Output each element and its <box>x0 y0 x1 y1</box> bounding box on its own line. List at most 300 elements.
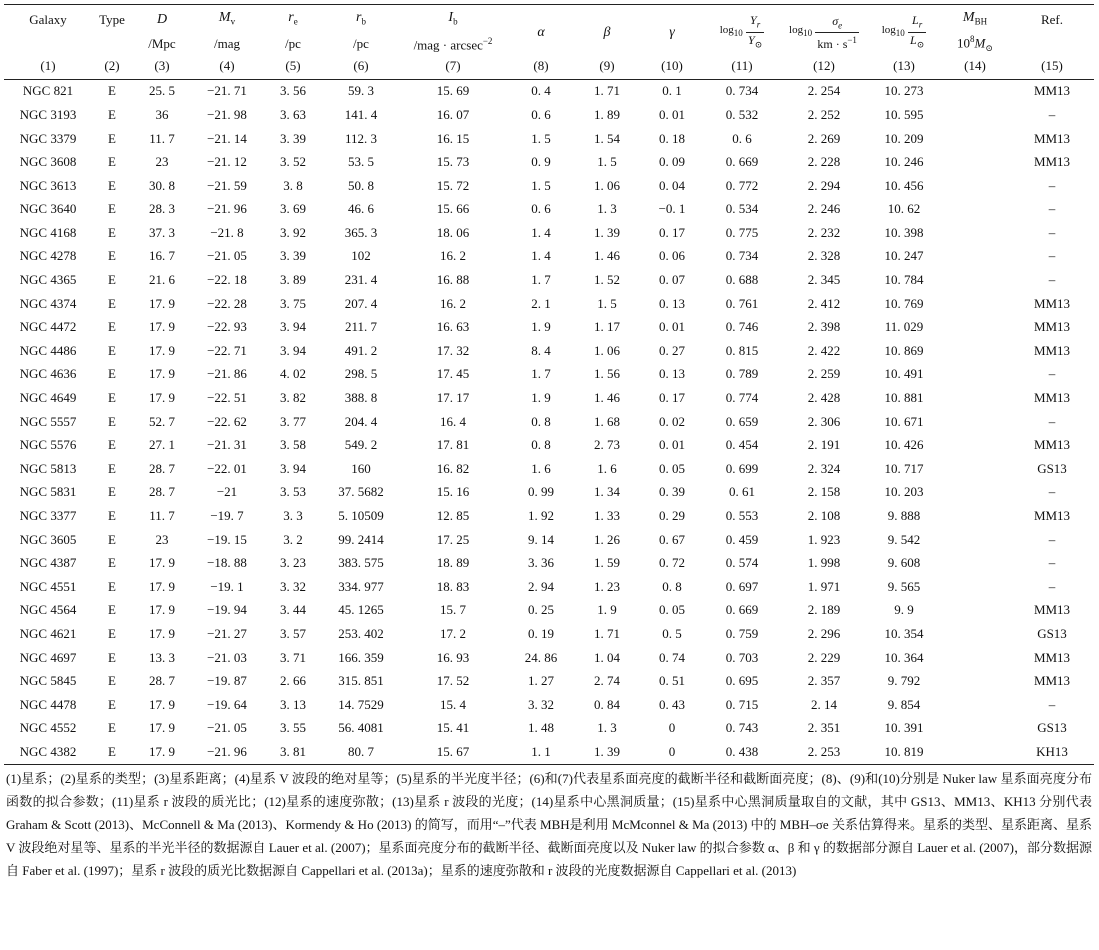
table-cell: 3. 92 <box>280 224 306 240</box>
table-cell: 211. 7 <box>344 319 378 335</box>
table-row <box>4 386 1094 410</box>
table-cell: 17. 9 <box>149 625 175 641</box>
table-cell: 80. 7 <box>324 740 398 764</box>
table-cell: E <box>108 555 116 571</box>
table-cell: −21. 59 <box>207 177 247 193</box>
header-distance: D <box>132 5 192 31</box>
table-row <box>4 717 1094 741</box>
table-cell: NGC 4564 <box>19 602 77 618</box>
table-cell: 0. 6 <box>531 201 551 217</box>
column-number: (15) <box>1010 57 1094 80</box>
table-cell: 0. 715 <box>725 696 759 712</box>
table-cell: NGC 3379 <box>19 130 77 146</box>
table-cell <box>940 575 1010 599</box>
table-cell: E <box>108 578 116 594</box>
table-cell: – <box>1048 201 1056 217</box>
table-cell: NGC 5557 <box>19 413 77 429</box>
table-cell: 1. 48 <box>528 720 554 736</box>
table-cell: 3. 77 <box>280 413 306 429</box>
table-cell: 0. 454 <box>725 437 759 453</box>
table-cell: 2. 345 <box>807 272 841 288</box>
table-cell: E <box>108 106 116 122</box>
table-cell: 0. 774 <box>725 390 759 406</box>
table-cell: 11. 7 <box>149 130 175 146</box>
table-cell: 10. 398 <box>884 224 924 240</box>
table-cell: E <box>108 484 116 500</box>
table-cell <box>940 740 1010 764</box>
table-cell <box>940 174 1010 198</box>
table-cell: 18. 06 <box>436 224 470 240</box>
table-cell: 1. 5 <box>531 177 551 193</box>
table-cell: 1. 06 <box>594 342 620 358</box>
table-row <box>4 174 1094 198</box>
table-cell: 9. 14 <box>528 531 554 547</box>
table-cell: 10. 62 <box>887 201 921 217</box>
table-cell: 0. 43 <box>659 696 685 712</box>
table-cell <box>940 363 1010 387</box>
table-cell: 0. 6 <box>732 130 752 146</box>
table-cell: 2. 94 <box>528 578 554 594</box>
column-number: (2) <box>92 57 132 80</box>
table-cell: −19. 15 <box>207 531 247 547</box>
table-cell: NGC 3377 <box>19 508 77 523</box>
table-cell: NGC 4472 <box>19 319 77 335</box>
table-cell: 0. 438 <box>704 740 780 764</box>
table-cell: −21. 96 <box>207 201 247 217</box>
table-cell: 0. 25 <box>528 602 554 618</box>
table-cell: 0. 574 <box>725 555 759 571</box>
table-cell <box>940 599 1010 623</box>
table-cell: E <box>108 696 116 712</box>
table-cell <box>940 103 1010 127</box>
table-cell: 1. 92 <box>528 508 554 523</box>
table-cell: −21. 14 <box>207 130 247 146</box>
table-cell: 50. 8 <box>348 177 374 193</box>
table-cell: E <box>108 413 116 429</box>
table-cell: 3. 82 <box>280 390 306 406</box>
table-cell: 1. 4 <box>531 224 551 240</box>
table-row <box>4 127 1094 151</box>
table-cell: – <box>1048 696 1056 712</box>
table-cell: 17. 9 <box>149 366 175 382</box>
table-cell: 298. 5 <box>344 366 378 382</box>
table-cell: 23 <box>155 154 169 170</box>
table-cell: 3. 32 <box>528 696 554 712</box>
table-cell: 1. 3 <box>597 201 617 217</box>
table-cell: 36 <box>155 106 169 122</box>
table-cell: 17. 32 <box>436 342 470 358</box>
table-cell: 9. 9 <box>894 602 914 618</box>
table-cell: 15. 16 <box>436 484 470 500</box>
table-cell: NGC 4382 <box>4 740 92 764</box>
header-velocity-dispersion: $\log_{10}$ $\frac{\sigma_e}{km \cdot s^{-1}}$ <box>780 5 868 57</box>
table-cell: E <box>108 720 116 736</box>
table-cell: 3. 94 <box>280 342 306 358</box>
table-cell: 1. 71 <box>594 625 620 641</box>
table-cell: 3. 44 <box>280 602 306 618</box>
header-bh-mass: $M_{BH}$ <box>940 5 1010 31</box>
table-cell: E <box>108 531 116 547</box>
table-cell: E <box>108 437 116 453</box>
table-cell: 0. 01 <box>659 106 685 122</box>
table-cell: 2. 191 <box>807 437 841 453</box>
table-cell: 1. 23 <box>594 578 620 594</box>
table-cell: 0. 534 <box>725 201 759 217</box>
table-cell: NGC 3605 <box>19 531 77 547</box>
table-cell: 0. 39 <box>659 484 685 500</box>
table-cell: 3. 23 <box>280 555 306 571</box>
table-cell: 9. 565 <box>887 578 921 594</box>
table-cell: 207. 4 <box>344 295 378 311</box>
column-number: (5) <box>262 57 324 80</box>
column-number: (8) <box>508 57 574 80</box>
table-cell: −22. 93 <box>207 319 247 335</box>
table-cell: 0. 01 <box>659 437 685 453</box>
table-cell: E <box>108 508 116 523</box>
table-cell: 16. 82 <box>436 460 470 476</box>
table-cell: – <box>1048 366 1056 382</box>
table-cell: 0. 553 <box>725 508 759 523</box>
table-cell: 3. 57 <box>280 625 306 641</box>
table-cell: 30. 8 <box>149 177 175 193</box>
header-mass-to-light: $\log_{10}$ $\frac{Y_r}{Y_⊙}$ <box>704 5 780 57</box>
table-cell: 17. 81 <box>436 437 470 453</box>
table-cell: 0. 13 <box>659 295 685 311</box>
table-cell: 0. 695 <box>725 673 759 689</box>
table-cell: E <box>108 224 116 240</box>
table-cell: 59. 3 <box>348 83 374 99</box>
table-row <box>4 150 1094 174</box>
table-cell <box>940 79 1010 103</box>
table-cell: NGC 4621 <box>19 625 77 641</box>
table-cell: 9. 854 <box>887 696 921 712</box>
table-cell: MM13 <box>1033 342 1071 358</box>
table-cell: NGC 4697 <box>19 649 77 665</box>
table-cell: 0. 8 <box>531 437 551 453</box>
table-cell: 0. 09 <box>659 154 685 170</box>
table-cell: 10. 456 <box>884 177 924 193</box>
table-row <box>4 669 1094 693</box>
header-gamma: γ <box>640 5 704 57</box>
table-cell: 10. 273 <box>884 83 924 99</box>
table-cell: −22. 28 <box>207 295 247 311</box>
table-cell: NGC 4551 <box>19 578 77 594</box>
table-cell: 10. 426 <box>884 437 924 453</box>
column-number: (4) <box>192 57 262 80</box>
table-cell: 0. 29 <box>659 508 685 523</box>
table-cell: 12. 85 <box>436 508 470 523</box>
table-cell: 383. 575 <box>338 555 384 571</box>
table-cell: 2. 66 <box>280 673 306 689</box>
table-cell: – <box>1048 177 1056 193</box>
table-cell: 2. 14 <box>811 696 837 712</box>
table-cell: 11. 029 <box>884 319 924 335</box>
table-cell: 0. 697 <box>725 578 759 594</box>
table-row <box>4 433 1094 457</box>
table-row <box>4 103 1094 127</box>
table-cell: 0. 815 <box>725 342 759 358</box>
table-cell: 0. 13 <box>659 366 685 382</box>
table-cell: E <box>108 319 116 335</box>
table-cell: 52. 7 <box>149 413 175 429</box>
table-cell: 0. 703 <box>725 649 759 665</box>
table-cell: 3. 52 <box>280 154 306 170</box>
table-cell: 16. 88 <box>436 272 470 288</box>
table-cell: 2. 246 <box>807 201 841 217</box>
column-number: (6) <box>324 57 398 80</box>
table-cell: 16. 93 <box>436 649 470 665</box>
header-galaxy: Galaxy <box>4 5 92 31</box>
table-cell: 37. 3 <box>149 224 175 240</box>
table-cell: 0. 02 <box>659 413 685 429</box>
table-cell: 16. 63 <box>436 319 470 335</box>
table-cell: NGC 821 <box>22 83 74 99</box>
table-cell: MM13 <box>1033 602 1071 618</box>
table-cell: 2. 328 <box>807 248 841 264</box>
table-cell: – <box>1048 106 1056 122</box>
table-cell: 334. 977 <box>338 578 384 594</box>
column-number: (12) <box>780 57 868 80</box>
table-cell: 2. 357 <box>807 673 841 689</box>
table-cell: 0. 8 <box>531 413 551 429</box>
table-cell: 2. 253 <box>780 740 868 764</box>
table-cell: −19. 87 <box>207 673 247 689</box>
table-row <box>4 740 1094 764</box>
table-cell: 1. 9 <box>531 390 551 406</box>
table-cell: 3. 89 <box>280 272 306 288</box>
table-cell: −22. 71 <box>207 342 247 358</box>
table-cell: E <box>108 201 116 217</box>
table-row <box>4 245 1094 269</box>
table-cell <box>940 457 1010 481</box>
table-cell: NGC 3608 <box>19 154 77 170</box>
table-body <box>4 79 1094 764</box>
column-number: (3) <box>132 57 192 80</box>
table-cell: 0. 1 <box>662 83 682 99</box>
table-cell: 1. 4 <box>531 248 551 264</box>
table-cell: 14. 7529 <box>338 696 384 712</box>
table-cell: 2. 269 <box>807 130 841 146</box>
table-cell: −19. 7 <box>210 508 244 523</box>
table-cell: 3. 58 <box>280 437 306 453</box>
table-cell: 2. 428 <box>807 390 841 406</box>
header-half-light-radius: $r_e$ <box>262 5 324 31</box>
table-cell: 15. 7 <box>440 602 466 618</box>
table-cell: 1. 5 <box>597 154 617 170</box>
table-cell: 315. 851 <box>338 673 384 689</box>
table-cell: 2. 422 <box>807 342 841 358</box>
table-cell: 1. 89 <box>594 106 620 122</box>
table-cell: 1. 5 <box>597 295 617 311</box>
table-cell <box>940 127 1010 151</box>
table-cell: 2. 232 <box>807 224 841 240</box>
table-cell: E <box>92 740 132 764</box>
table-cell: E <box>108 272 116 288</box>
table-cell: −21. 8 <box>210 224 244 240</box>
table-cell <box>940 268 1010 292</box>
table-cell: 10. 391 <box>884 720 924 736</box>
unit-bh-mass: $10^8M_⊙$ <box>957 33 993 53</box>
table-cell: 17. 9 <box>149 319 175 335</box>
table-cell: 2. 254 <box>807 83 841 99</box>
table-cell: 16. 07 <box>436 106 470 122</box>
table-cell: 21. 6 <box>149 272 175 288</box>
table-cell: 0. 05 <box>659 460 685 476</box>
table-cell: 1. 9 <box>597 602 617 618</box>
table-cell: 5. 10509 <box>338 508 384 523</box>
table-row <box>4 410 1094 434</box>
table-cell: 3. 56 <box>280 83 306 99</box>
table-cell: −21. 27 <box>207 625 247 641</box>
table-cell: 10. 203 <box>884 484 924 500</box>
table-cell: NGC 5813 <box>19 460 77 476</box>
table-cell: NGC 4478 <box>19 696 77 712</box>
table-cell <box>940 221 1010 245</box>
table-cell: 10. 784 <box>884 272 924 288</box>
table-row <box>4 622 1094 646</box>
table-cell: −18. 88 <box>207 555 247 571</box>
table-cell: 204. 4 <box>344 413 378 429</box>
table-cell: 0. 04 <box>659 177 685 193</box>
table-cell: 15. 4 <box>440 696 466 712</box>
table-cell: 13. 3 <box>149 649 175 665</box>
table-cell: 15. 72 <box>436 177 470 193</box>
table-cell: 0. 18 <box>659 130 685 146</box>
table-cell: NGC 4168 <box>19 224 77 240</box>
table-cell: 9. 888 <box>887 508 921 523</box>
table-cell: 3. 36 <box>528 555 554 571</box>
table-cell: 0. 27 <box>659 342 685 358</box>
table-cell: 3. 94 <box>280 460 306 476</box>
table-cell: 3. 69 <box>280 201 306 217</box>
table-cell: 10. 246 <box>884 154 924 170</box>
table-cell: 0. 532 <box>725 106 759 122</box>
table-row <box>4 292 1094 316</box>
table-cell: 10. 209 <box>884 130 924 146</box>
table-cell: 3. 39 <box>280 248 306 264</box>
table-cell: NGC 4552 <box>19 720 77 736</box>
table-cell: 2. 412 <box>807 295 841 311</box>
table-cell: GS13 <box>1037 625 1067 641</box>
table-cell: 1. 17 <box>594 319 620 335</box>
table-cell: 16. 2 <box>440 295 466 311</box>
table-cell: 1. 1 <box>508 740 574 764</box>
table-cell: 1. 52 <box>594 272 620 288</box>
table-cell: 0. 07 <box>659 272 685 288</box>
table-cell: GS13 <box>1037 720 1067 736</box>
table-cell: 17. 9 <box>149 390 175 406</box>
header-ref: Ref. <box>1010 5 1094 31</box>
table-cell: NGC 4649 <box>19 390 77 406</box>
table-cell: 37. 5682 <box>338 484 384 500</box>
table-cell: NGC 4486 <box>19 342 77 358</box>
table-cell: 8. 4 <box>531 342 551 358</box>
table-cell: 11. 7 <box>149 508 175 523</box>
table-cell: 3. 2 <box>283 531 303 547</box>
table-cell: 0. 789 <box>725 366 759 382</box>
table-cell: 3. 8 <box>283 177 303 193</box>
table-cell: 28. 7 <box>149 460 175 476</box>
table-cell: NGC 3193 <box>19 106 77 122</box>
table-cell: −21. 86 <box>207 366 247 382</box>
table-cell: 1. 68 <box>594 413 620 429</box>
column-number: (10) <box>640 57 704 80</box>
table-cell: 28. 3 <box>149 201 175 217</box>
table-cell: 0. 746 <box>725 319 759 335</box>
table-cell: 549. 2 <box>344 437 378 453</box>
table-row <box>4 221 1094 245</box>
table-cell: E <box>108 602 116 618</box>
table-cell: 17. 17 <box>436 390 470 406</box>
table-cell: 3. 53 <box>280 484 306 500</box>
table-cell: −0. 1 <box>658 201 686 217</box>
table-cell: NGC 3640 <box>19 201 77 217</box>
table-cell <box>940 197 1010 221</box>
header-abs-mag: $M_v$ <box>192 5 262 31</box>
table-cell: 0. 06 <box>659 248 685 264</box>
table-cell: 0. 669 <box>725 602 759 618</box>
table-cell: 2. 228 <box>807 154 841 170</box>
table-cell: – <box>1048 531 1056 547</box>
table-cell: −21. 05 <box>207 720 247 736</box>
table-cell: 365. 3 <box>344 224 378 240</box>
table-cell: 0. 72 <box>659 555 685 571</box>
table-cell: E <box>108 154 116 170</box>
table-cell: 1. 5 <box>531 130 551 146</box>
table-cell: 3. 55 <box>280 720 306 736</box>
table-cell <box>940 433 1010 457</box>
table-cell: 3. 81 <box>262 740 324 764</box>
table-cell: 1. 46 <box>594 390 620 406</box>
table-row <box>4 599 1094 623</box>
table-cell: MM13 <box>1033 154 1071 170</box>
table-cell: 0. 699 <box>725 460 759 476</box>
table-cell: 1. 34 <box>594 484 620 500</box>
table-cell: 28. 7 <box>149 673 175 689</box>
table-cell: 53. 5 <box>348 154 374 170</box>
table-cell: 24. 86 <box>524 649 558 665</box>
table-cell: 23 <box>155 531 169 547</box>
table-cell: E <box>108 248 116 264</box>
table-cell: 253. 402 <box>338 625 384 641</box>
table-cell: 3. 32 <box>280 578 306 594</box>
table-cell: 1. 39 <box>574 740 640 764</box>
table-cell: 0. 772 <box>725 177 759 193</box>
table-cell: E <box>108 460 116 476</box>
table-cell: −21. 31 <box>207 437 247 453</box>
table-cell: 18. 89 <box>436 555 470 571</box>
table-cell: −21. 96 <box>192 740 262 764</box>
table-cell: 1. 27 <box>528 673 554 689</box>
table-cell: −21. 05 <box>207 248 247 264</box>
table-cell: 0. 6 <box>531 106 551 122</box>
table-cell: −21. 03 <box>207 649 247 665</box>
table-row <box>4 504 1094 528</box>
header-row-column-numbers <box>4 57 1094 80</box>
table-cell: 0. 9 <box>531 154 551 170</box>
unit-ib: /mag · arcsec$^{-2}$ <box>413 36 493 53</box>
table-cell: 0. 5 <box>662 625 682 641</box>
table-row <box>4 268 1094 292</box>
table-cell: 10. 354 <box>884 625 924 641</box>
table-cell: E <box>108 366 116 382</box>
table-cell: −21 <box>216 484 238 500</box>
table-cell: – <box>1048 272 1056 288</box>
galaxy-data-table <box>4 4 1094 765</box>
table-cell: MM13 <box>1033 437 1071 453</box>
table-cell: 3. 13 <box>280 696 306 712</box>
table-cell: 17. 9 <box>149 696 175 712</box>
